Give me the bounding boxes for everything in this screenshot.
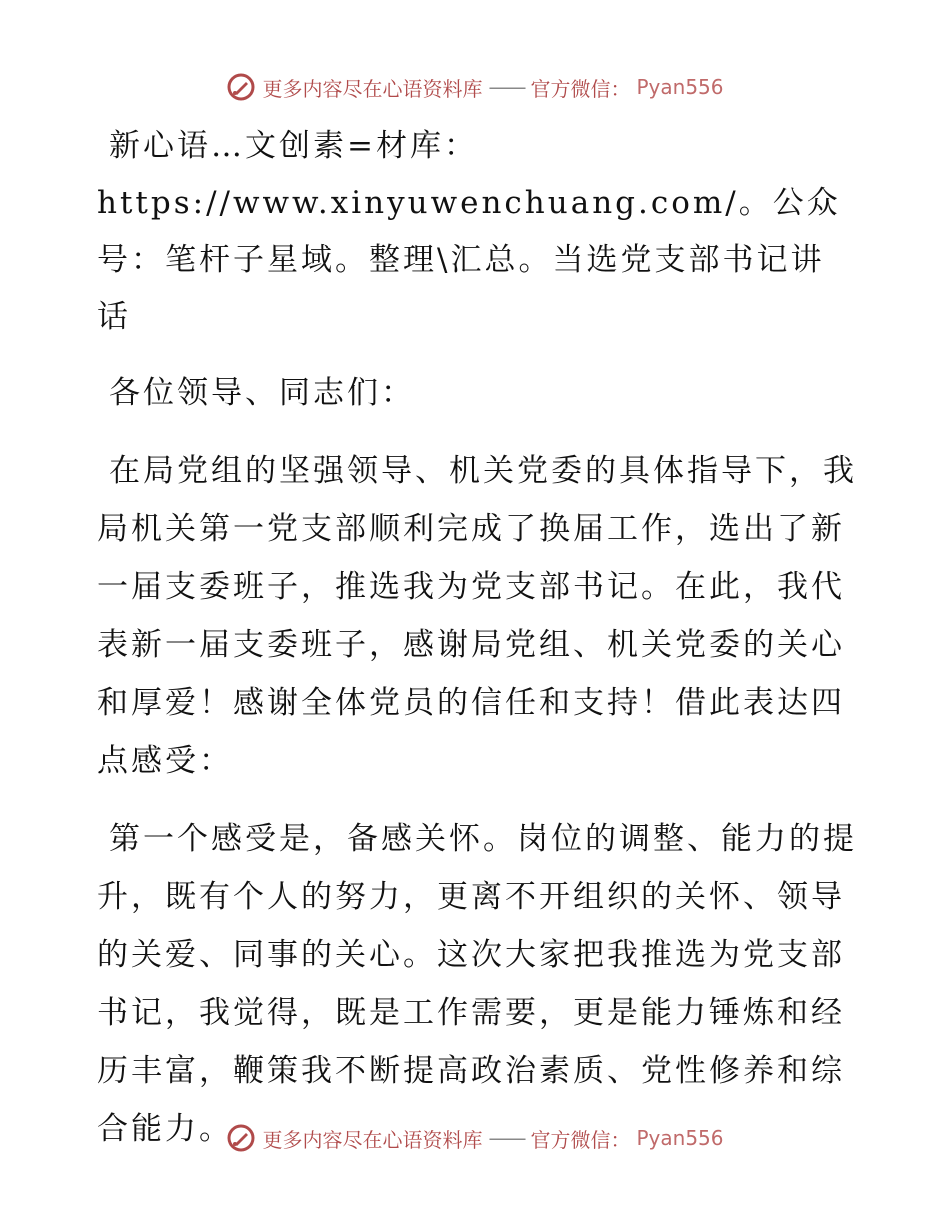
banner-text: 更多内容尽在心语资料库 [262,1127,483,1152]
salutation-paragraph: 各位领导、同志们： [109,375,415,411]
banner-wechat-id: Pyan556 [636,75,724,99]
banner-wechat-id: Pyan556 [636,1126,724,1150]
pen-logo-icon [226,1123,256,1153]
banner-text: 更多内容尽在心语资料库 [262,76,483,101]
document-body [97,118,857,1178]
banner-label: 官方微信： [530,76,631,101]
footer-watermark-banner [0,1123,950,1153]
body-paragraph-2: 第一个感受是，备感关怀。岗位的调整、能力的提升，既有个人的努力，更离不开组织的关怀、领导的关爱、同事的关心。这次大家把我推选为党支部书记，我觉得，既是工作需要，更是能力锤炼和经历丰富，鞭策我不断提高政治素质、党性修养和综合能力。 [97,821,857,1147]
body-paragraph-1: 在局党组的坚强领导、机关党委的具体指导下，我局机关第一党支部顺利完成了换届工作，选出了新一届支委班子，推选我为党支部书记。在此，我代表新一届支委班子，感谢局党组、机关党委的关心和厚爱！感谢全体党员的信任和支持！借此表达四点感受： [97,453,857,779]
banner-label: 官方微信： [530,1127,631,1152]
banner-separator: —— [488,75,525,99]
banner-separator: —— [488,1126,525,1150]
header-watermark-banner [0,72,950,102]
intro-paragraph: 新心语…文创素=材库：https://www.xinyuwenchuang.com/。公众号：笔杆子星域。整理\汇总。当选党支部书记讲话 [97,128,841,335]
pen-logo-icon [226,72,256,102]
